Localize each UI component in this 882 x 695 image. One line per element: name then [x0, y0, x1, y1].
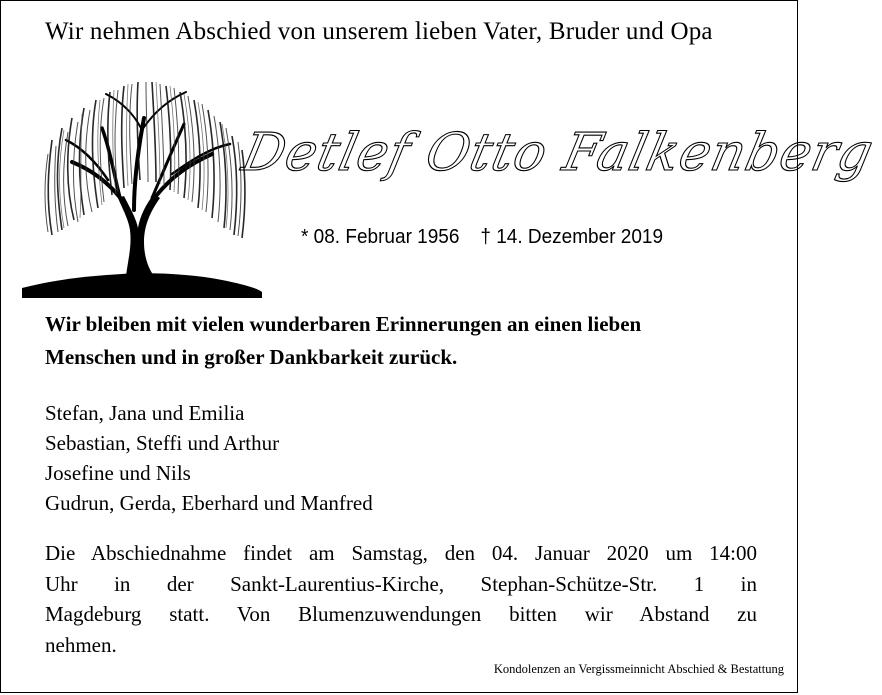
motto-text [45, 308, 785, 374]
notice-line: Magdeburg statt. Von Blumenzuwendungen bitten wir Abstand zu [45, 602, 757, 626]
notice-word: in [740, 571, 757, 596]
motto-line: Menschen und in großer Dankbarkeit zurück. [45, 345, 458, 369]
deceased-name: Detlef Otto Falkenberg [237, 123, 879, 183]
weeping-willow-tree-icon [22, 70, 262, 298]
notice-word: 1 [693, 571, 705, 596]
family-line: Stefan, Jana und Emilia [45, 401, 245, 425]
birth-date: * 08. Februar 1956 [301, 226, 460, 248]
death-date: † 14. Dezember 2019 [480, 226, 664, 248]
family-line: Sebastian, Steffi und Arthur [45, 431, 280, 455]
notice-word: in [114, 571, 131, 596]
family-list [45, 398, 373, 518]
family-line: Josefine und Nils [45, 461, 191, 485]
intro-text: Wir nehmen Abschied von unserem lieben Vater, Bruder und Opa [45, 18, 713, 45]
family-line: Gudrun, Gerda, Eberhard und Manfred [45, 491, 373, 515]
notice-word: Stephan-Schütze-Str. [480, 571, 658, 596]
funeral-notice [45, 538, 757, 660]
notice-line [45, 569, 757, 600]
notice-word: der [166, 571, 194, 596]
notice-line: Die Abschiednahme findet am Samstag, den 04. Januar 2020 um 14:00 [45, 541, 757, 565]
notice-line: nehmen. [45, 632, 117, 657]
notice-word: Sankt-Laurentius-Kirche, [230, 571, 445, 596]
motto-line: Wir bleiben mit vielen wunderbaren Erinnerungen an einen lieben [45, 312, 642, 336]
life-dates [301, 226, 663, 249]
notice-word: Uhr [45, 571, 78, 596]
condolence-footer: Kondolenzen an Vergissmeinnicht Abschied & Bestattung [493, 662, 784, 676]
